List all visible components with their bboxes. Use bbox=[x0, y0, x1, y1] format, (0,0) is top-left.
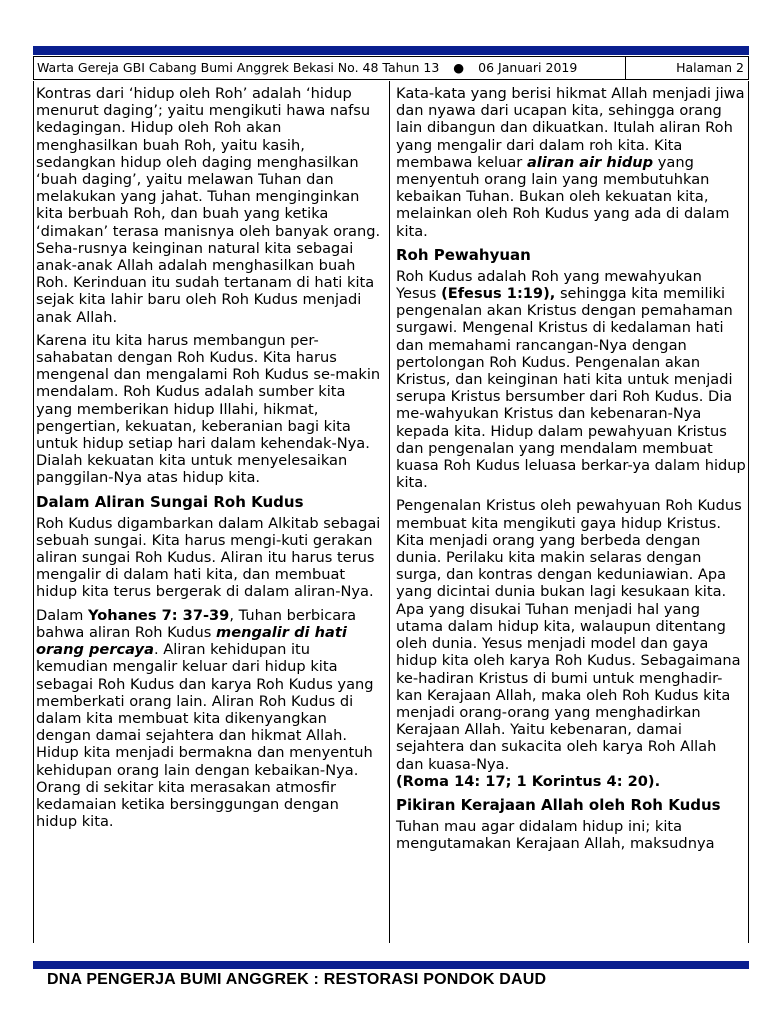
page-header bbox=[33, 56, 749, 80]
text-run: Pengenalan Kristus oleh pewahyuan Roh Kudus membuat kita mengikuti gaya hidup Kristus. Kita menjadi orang yang berbeda dengan dunia. Perilaku kita makin selaras dengan surga, dan kontras dengan keduniawian. Apa yang dicintai dunia bukan lagi kesukaan kita. Apa yang disukai Tuhan menjadi hal yang utama dalam hidup kita, walaupun ditentang oleh dunia. Yesus menjadi model dan gaya hidup kita oleh karya Roh Kudus. Sebagaimana ke-hadiran Kristus di bumi untuk menghadir-kan Kerajaan Allah, maka oleh Roh Kudus kita menjadi orang-orang yang menghadirkan Kerajaan Allah. Yaitu kebenaran, damai sejahtera dan sukacita oleh karya Roh Allah dan kuasa-Nya. bbox=[396, 497, 742, 773]
paragraph: Kontras dari ‘hidup oleh Roh’ adalah ‘hidup menurut daging’; yaitu mengikuti hawa nafsu kedagingan. Hidup oleh Roh akan menghasilkan buah Roh, yaitu kasih, sedangkan hidup oleh daging menghasilkan ‘buah daging’, yaitu melawan Tuhan dan melakukan yang jahat. Tuhan menginginkan kita berbuah Roh, dan buah yang ketika ‘dimakan’ terasa manisnya oleh banyak orang. Seha-rusnya keinginan natural kita sebagai anak-anak Allah adalah menghasilkan buah Roh. Kerinduan itu sudah tertanam di hati kita sejak kita lahir baru oleh Roh Kudus menjadi anak Allah. bbox=[36, 85, 381, 326]
section-heading: Roh Pewahyuan bbox=[396, 245, 531, 264]
paragraph bbox=[396, 268, 746, 492]
column-divider bbox=[389, 81, 390, 943]
bullet-separator: ● bbox=[453, 60, 465, 75]
text-run: Dalam bbox=[36, 606, 89, 624]
text-run: sehingga kita memiliki pengenalan akan Kristus dengan pemahaman surgawi. Mengenal Kristus di kedalaman hati dan memahami rancangan-Nya dengan pertolongan Roh Kudus. Pengenalan akan Kristus, dan keinginan hati kita untuk menjadi serupa Kristus bersumber dari Roh Kudus. Dia me-wahyukan Kristus dan kebenaran-Nya kepada kita. Hidup dalam pewahyuan Kristus dan pengenalan yang mendalam membuat kuasa Roh Kudus leluasa berkar-ya dalam hidup kita. bbox=[396, 285, 746, 492]
text-run: . Aliran kehidupan itu kemudian mengalir keluar dari hidup kita sebagai Roh Kudus dan karya Roh Kudus yang memberkati orang lain. Aliran Roh Kudus di dalam kita membuat kita dikenyangkan dengan damai sejahtera dan hikmat Allah. Hidup kita menjadi bermakna dan menyentuh kehidupan orang lain dengan kebaikan-Nya. Orang di sekitar kita merasakan atmosfir kedamaian ketika bersinggungan dengan hidup kita. bbox=[36, 641, 374, 831]
scripture-reference: (Roma 14: 17; 1 Korintus 4: 20). bbox=[396, 772, 661, 790]
paragraph bbox=[396, 85, 746, 240]
paragraph: Karena itu kita harus membangun per-sahabatan dengan Roh Kudus. Kita harus mengenal dan mengalami Roh Kudus se-makin mendalam. Roh Kudus adalah sumber kita yang memberikan hidup Illahi, hikmat, pengertian, kekuatan, keberanian bagi kita untuk hidup setiap hari dalam kehendak-Nya. Dialah kekuatan kita untuk menyelesaikan panggilan-Nya atas hidup kita. bbox=[36, 331, 381, 487]
text-run: , Tuhan berbicara bahwa aliran Roh Kudus bbox=[36, 606, 357, 641]
emphasis-text: mengalir di hati orang percaya bbox=[36, 623, 347, 659]
bottom-rule bbox=[33, 961, 749, 969]
section-heading: Dalam Aliran Sungai Roh Kudus bbox=[36, 492, 304, 511]
section-heading: Pikiran Kerajaan Allah oleh Roh Kudus bbox=[396, 795, 721, 814]
scripture-reference: Yohanes 7: 37-39 bbox=[88, 606, 230, 624]
issue-date: 06 Januari 2019 bbox=[478, 60, 578, 75]
left-column bbox=[36, 85, 382, 836]
right-column bbox=[396, 85, 746, 858]
top-rule bbox=[33, 46, 749, 55]
paragraph bbox=[396, 497, 746, 789]
paragraph bbox=[36, 607, 382, 831]
text-run: yang menyentuh orang lain yang membutuhkan kebaikan Tuhan. Bukan oleh kekuatan kita, melainkan oleh Roh Kudus yang ada di dalam kita. bbox=[396, 153, 730, 240]
paragraph: Roh Kudus digambarkan dalam Alkitab sebagai sebuah sungai. Kita harus mengi-kuti gerakan aliran sungai Roh Kudus. Aliran itu harus terus mengalir di dalam hati kita, dan membuat hidup kita terus bergerak di dalam aliran-Nya. bbox=[36, 514, 381, 601]
page-number: Halaman 2 bbox=[676, 60, 744, 75]
text-run: Roh Kudus adalah Roh yang mewahyukan Yesus bbox=[396, 267, 702, 303]
paragraph: Tuhan mau agar didalam hidup ini; kita mengutamakan Kerajaan Allah, maksudnya bbox=[396, 817, 715, 853]
emphasis-text: aliran air hidup bbox=[526, 153, 654, 171]
scripture-reference: (Efesus 1:19), bbox=[441, 285, 556, 303]
header-publication bbox=[34, 57, 626, 79]
publication-name: Warta Gereja GBI Cabang Bumi Anggrek Bekasi No. 48 Tahun 13 bbox=[37, 60, 440, 75]
text-run: Kata-kata yang berisi hikmat Allah menjadi jiwa dan nyawa dari ucapan kita, sehingga orang lain dibangun dan dikuatkan. Itulah aliran Roh yang mengalir dari dalam roh kita. Kita membawa keluar bbox=[396, 85, 745, 171]
footer-tagline: DNA PENGERJA BUMI ANGGREK : RESTORASI PONDOK DAUD bbox=[47, 971, 547, 988]
